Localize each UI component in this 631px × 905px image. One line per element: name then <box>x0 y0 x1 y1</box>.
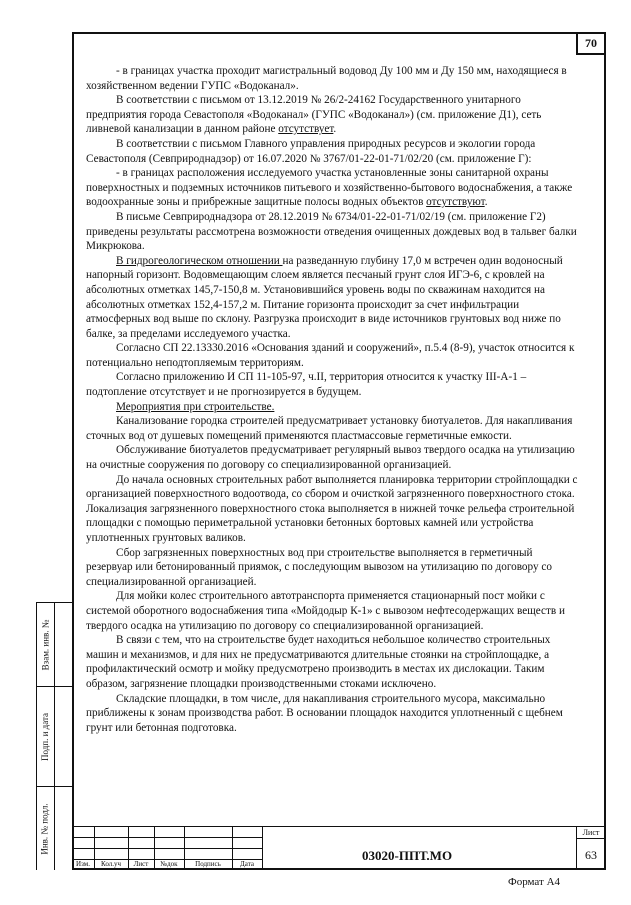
text-run: В письме Севприроднадзора от 28.12.2019 № 6734/01-22-01-71/02/19 (см. приложение Г2) приведены результаты рассмотрена возможности отведения очищенных дождевых вод в тальвег балки Микрюкова. <box>86 210 577 253</box>
text-run: В соответствии с письмом от 13.12.2019 № 26/2-24162 Государственного унитарного предприятия города Севастополя «Водоканал» (ГУПС «Водоканал») (см. приложение Д1), сеть ливневой канализации в данном районе <box>86 94 542 136</box>
stamp-col-izm: Изм. <box>76 860 90 868</box>
text-run: До начала основных строительных работ выполняется планировка территории стройплощадки с организацией поверхностного водоотвода, со сбором и очисткой загрязненного поверхностного стока. Локализация загрязненного поверхностного стока выполняется в нижней точке рельефа строительной площадки с помощью периметральной установки бетонных бортовых камней или устройства уплотненных грунтовых валиков. <box>86 473 578 544</box>
paragraph <box>86 414 580 443</box>
title-block <box>72 826 606 870</box>
document-body <box>86 64 580 735</box>
text-run: . <box>333 123 337 136</box>
paragraph <box>86 341 580 370</box>
paragraph <box>86 93 580 137</box>
stamp-col-ndoc: №док <box>160 860 178 868</box>
paragraph <box>86 473 580 546</box>
text-run: на разведанную глубину 17,0 м встречен один водоносный напорный горизонт. Водовмещающим слоем является песчаный грунт слоя ИГЭ-6, с кровлей на абсолютных отметках 145,7-150,8 м. Установившийся уровень воды по скважинам находится на абсолютных отметках 152,4-157,2 м. Питание горизонта происходит за счет инфильтрации атмосферных вод выше по склону. Разгрузка происходит в виде источников грунтовых вод ниже по балке, за пределами исследуемого участка. <box>86 254 563 340</box>
side-label-cell <box>36 686 54 787</box>
paragraph <box>86 64 580 93</box>
underlined-text: Мероприятия при строительстве. <box>116 400 275 413</box>
paragraph <box>86 400 580 415</box>
side-label-sign-date: Подп. и дата <box>40 712 50 762</box>
stamp-col-kolvo: Кол.уч <box>101 860 121 868</box>
sheet-label: Лист <box>582 828 600 837</box>
text-run: В соответствии с письмом Главного управления природных ресурсов и экологии города Севастополя (Севприроднадзор) от 16.07.2020 № 3767/01-22-01-71/02/20 (см. приложение Г): <box>86 137 536 165</box>
text-run: В связи с тем, что на строительстве будет находиться небольшое количество строительных машин и механизмов, и для них не предусматриваются длительные стоянки на стройплощадке, а профилактический осмотр и мойку предусмотрено производить в местах их дислокации. Таким образом, загрязнение площадки производственными стоками исключено. <box>86 634 551 690</box>
text-run: . <box>484 196 488 209</box>
side-label-cell <box>36 786 54 871</box>
page-number-box: 70 <box>576 33 604 55</box>
underlined-text: отсутствуют <box>426 196 485 209</box>
side-label-inv-number: Инв. № подл. <box>40 803 50 855</box>
paragraph <box>86 546 580 590</box>
paragraph <box>86 370 580 399</box>
paragraph <box>86 633 580 691</box>
left-stamp-strip <box>36 602 72 870</box>
paragraph <box>86 137 580 166</box>
paragraph <box>86 443 580 472</box>
text-run: Складские площадки, в том числе, для накапливания строительного мусора, максимально приближены к зонам производства работ. В основании площадок находится уплотненный с щебнем грунт или бетонная подготовка. <box>86 692 563 734</box>
format-label: Формат А4 <box>508 876 561 888</box>
text-run: Канализование городка строителей предусматривает установку биотуалетов. Для накапливания сточных вод от душевых помещений применяются пластмассовые герметичные емкости. <box>86 415 573 442</box>
stamp-col-signature: Подпись <box>195 860 221 868</box>
stamp-col-date: Дата <box>240 860 254 868</box>
document-code: 03020-ППТ.МО <box>362 848 453 863</box>
text-run: Сбор загрязненных поверхностных вод при строительстве выполняется в герметичный резервуар или бетонированный приямок, с последующим вывозом на утилизацию по договору со специализированной организацией. <box>86 546 552 588</box>
side-label-replace-inv: Взам. инв. № <box>40 619 50 671</box>
text-run: - в границах участка проходит магистральный водовод Ду 100 мм и Ду 150 мм, находящиеся в хозяйственном ведении ГУПС «Водоканал». <box>86 65 567 92</box>
paragraph <box>86 692 580 736</box>
text-run: - в границах расположения исследуемого участка установленные зоны санитарной охраны поверхностных и подземных источников питьевого и хозяйственно-бытового водоснабжения, а также водоохранные зоны и прибрежные защитные полосы водных объектов <box>86 167 573 209</box>
text-run: Для мойки колес строительного автотранспорта применяется стационарный пост мойки с системой оборотного водоснабжения типа «Мойдодыр К-1» с вывозом нефтесодержащих веществ и твердого осадка на утилизацию по договору со специализированной организацией. <box>86 590 565 632</box>
underlined-text: В гидрогеологическом отношении <box>116 254 283 267</box>
text-run: Согласно СП 22.13330.2016 «Основания зданий и сооружений», п.5.4 (8-9), участок относится к потенциально неподтопляемым территориям. <box>86 342 575 369</box>
side-label-cell <box>36 602 54 687</box>
text-run: Обслуживание биотуалетов предусматривает регулярный вывоз твердого осадка на утилизацию на очистные сооружения по договору со специализированной организацией. <box>86 444 575 472</box>
stamp-col-list: Лист <box>133 860 149 868</box>
paragraph <box>86 254 580 342</box>
text-run: Согласно приложению И СП 11-105-97, ч.II, территория относится к участку III-А-1 – подтопление отсутствует и не прогнозируется в будущем. <box>86 371 527 399</box>
paragraph <box>86 166 580 210</box>
underlined-text: отсутствует <box>278 123 334 136</box>
sheet-number: 63 <box>585 848 597 862</box>
paragraph <box>86 589 580 633</box>
paragraph <box>86 210 580 254</box>
